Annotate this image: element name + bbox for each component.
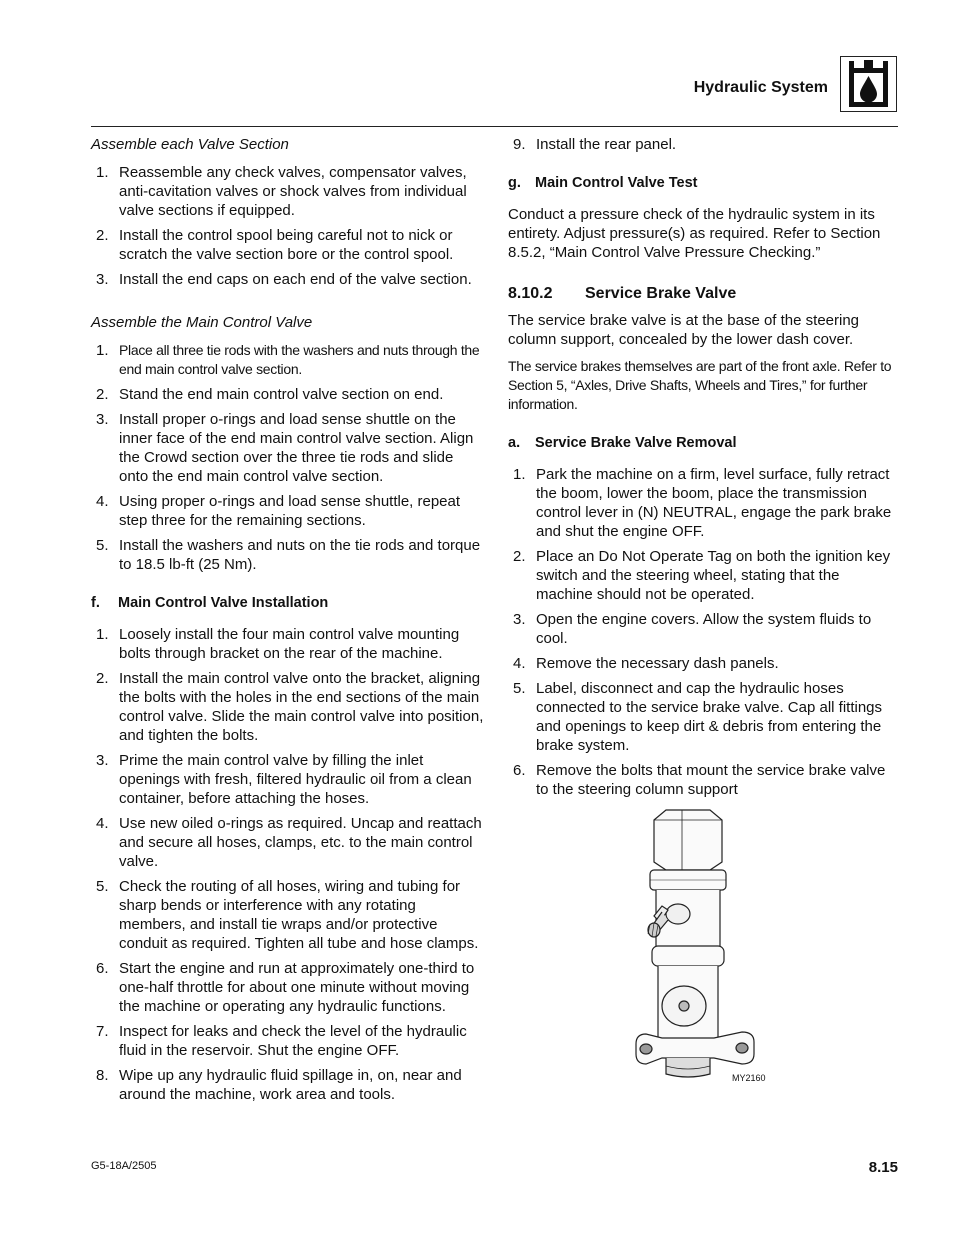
step-text: Remove the bolts that mount the service brake valve to the steering column support — [536, 762, 886, 798]
step-number: 3. — [96, 271, 109, 288]
step-number: 2. — [96, 670, 109, 687]
subhead-assemble-valve-section: Assemble each Valve Section — [91, 136, 289, 153]
list-item — [508, 679, 900, 755]
step-text: Install the main control valve onto the bracket, aligning the bolts with the holes in the end sections of the main control valve. Slide the main control valve into position, and tighten the bolts. — [119, 670, 484, 744]
step-number: 6. — [96, 960, 109, 977]
list-item — [91, 410, 486, 486]
section-heading-a — [508, 434, 900, 453]
paragraph-service-brake-reference: The service brakes themselves are part of the front axle. Refer to Section 5, “Axles, Drive Shafts, Wheels and Tires,” for further information. — [508, 358, 892, 412]
section-heading-8-10-2 — [508, 284, 900, 303]
step-text: Stand the end main control valve section on end. — [119, 386, 444, 403]
step-text: Place an Do Not Operate Tag on both the ignition key switch and the steering wheel, stating that the machine should not be operated. — [536, 548, 891, 603]
list-item — [508, 610, 900, 648]
step-number: 2. — [96, 386, 109, 403]
step-number: 3. — [513, 611, 526, 628]
step-text: Loosely install the four main control valve mounting bolts through bracket on the rear of the machine. — [119, 626, 460, 662]
step-text: Install the control spool being careful not to nick or scratch the valve section bore or the control spool. — [119, 227, 454, 263]
step-number: 1. — [96, 164, 109, 181]
footer-page-number: 8.15 — [868, 1159, 898, 1176]
step-number: 5. — [96, 537, 109, 554]
step-number: 7. — [96, 1023, 109, 1040]
list-item — [508, 654, 900, 673]
step-text: Prime the main control valve by filling the inlet openings with fresh, filtered hydraulic oil from a clean container, before attaching the hoses. — [119, 752, 472, 807]
step-text: Install the washers and nuts on the tie rods and torque to 18.5 lb-ft (25 Nm). — [119, 537, 481, 573]
step-text: Install proper o-rings and load sense shuttle on the inner face of the end main control valve section. Align the Crowd section over the three tie rods and slide onto the end main control valve section. — [119, 411, 474, 485]
step-text: Using proper o-rings and load sense shuttle, repeat step three for the remaining sections. — [119, 493, 461, 529]
list-item — [91, 536, 486, 574]
step-text: Label, disconnect and cap the hydraulic hoses connected to the service brake valve. Cap all fittings and openings to keep dirt & debris from entering the brake system. — [536, 680, 883, 754]
step-text: Use new oiled o-rings as required. Uncap and reattach and secure all hoses, clamps, etc. to the main control valve. — [119, 815, 482, 870]
footer-document-id: G5-18A/2505 — [91, 1160, 157, 1172]
list-item — [91, 959, 486, 1016]
section-label: a. — [508, 435, 521, 451]
step-number: 2. — [96, 227, 109, 244]
hydraulic-oil-drop-icon — [840, 56, 897, 112]
step-number: 6. — [513, 762, 526, 779]
section-label: f. — [91, 595, 100, 611]
section-label: g. — [508, 175, 521, 191]
step-text: Install the end caps on each end of the valve section. — [119, 271, 472, 288]
header-rule — [91, 126, 898, 127]
list-item — [91, 341, 486, 379]
step-number: 4. — [96, 815, 109, 832]
section-title: Main Control Valve Test — [535, 175, 698, 191]
step-number: 4. — [513, 655, 526, 672]
step-text: Remove the necessary dash panels. — [536, 655, 779, 672]
step-number: 9. — [513, 136, 526, 153]
step-number: 2. — [513, 548, 526, 565]
step-text: Place all three tie rods with the washers and nuts through the end main control valve section. — [119, 342, 480, 377]
list-item — [91, 163, 486, 220]
step-text: Open the engine covers. Allow the system fluids to cool. — [536, 611, 872, 647]
section-title: Service Brake Valve Removal — [535, 435, 737, 451]
right-column — [508, 135, 900, 805]
list-item — [91, 669, 486, 745]
paragraph-pressure-check: Conduct a pressure check of the hydraulic system in its entirety. Adjust pressure(s) as required. Refer to Section 8.5.2, “Main Control Valve Pressure Checking.” — [508, 206, 881, 261]
step-text: Start the engine and run at approximately one-third to one-half throttle for about one minute without moving the machine or operating any hydraulic functions. — [119, 960, 475, 1015]
list-item — [91, 814, 486, 871]
list-item — [508, 135, 900, 154]
left-column — [91, 135, 486, 1110]
step-number: 5. — [513, 680, 526, 697]
paragraph-service-brake-location: The service brake valve is at the base of the steering column support, concealed by the lower dash cover. — [508, 312, 860, 348]
step-text: Check the routing of all hoses, wiring and tubing for sharp bends or interference with any rotating members, and install tie wraps and/or protective conduit as required. Tighten all tube and hose clamps. — [119, 878, 479, 952]
section-heading-g — [508, 174, 900, 193]
header-title: Hydraulic System — [693, 79, 828, 96]
list-item — [91, 877, 486, 953]
step-number: 5. — [96, 878, 109, 895]
list-item — [508, 465, 900, 541]
service-brake-valve-illustration — [632, 806, 772, 1091]
main-control-valve-installation-steps — [91, 625, 486, 1104]
step-text: Inspect for leaks and check the level of the hydraulic fluid in the reservoir. Shut the engine OFF. — [119, 1023, 467, 1059]
list-item — [508, 761, 900, 799]
step-number: 4. — [96, 493, 109, 510]
continued-steps — [508, 135, 900, 154]
assemble-valve-section-steps — [91, 163, 486, 289]
step-number: 8. — [96, 1067, 109, 1084]
figure-label: MY2160 — [732, 1073, 766, 1083]
step-number: 1. — [96, 626, 109, 643]
step-text: Wipe up any hydraulic fluid spillage in, on, near and around the machine, work area and tools. — [119, 1067, 462, 1103]
section-number: 8.10.2 — [508, 285, 553, 302]
step-number: 3. — [96, 752, 109, 769]
list-item — [91, 492, 486, 530]
section-title: Service Brake Valve — [585, 285, 737, 302]
list-item — [91, 226, 486, 264]
list-item — [91, 385, 486, 404]
list-item — [91, 270, 486, 289]
list-item — [91, 751, 486, 808]
step-text: Park the machine on a firm, level surface, fully retract the boom, lower the boom, place the transmission control lever in (N) NEUTRAL, engage the park brake and shut the engine OFF. — [536, 466, 892, 540]
assemble-main-control-valve-steps — [91, 341, 486, 574]
section-title: Main Control Valve Installation — [118, 595, 329, 611]
list-item — [508, 547, 900, 604]
list-item — [91, 625, 486, 663]
list-item — [91, 1022, 486, 1060]
section-heading-f — [91, 594, 486, 613]
list-item — [91, 1066, 486, 1104]
step-number: 1. — [96, 342, 109, 359]
step-number: 3. — [96, 411, 109, 428]
service-brake-valve-removal-steps — [508, 465, 900, 799]
step-text: Reassemble any check valves, compensator valves, anti-cavitation valves or shock valves from individual valve sections if equipped. — [119, 164, 467, 219]
step-text: Install the rear panel. — [536, 136, 677, 153]
subhead-assemble-main-control-valve: Assemble the Main Control Valve — [91, 314, 313, 331]
step-number: 1. — [513, 466, 526, 483]
